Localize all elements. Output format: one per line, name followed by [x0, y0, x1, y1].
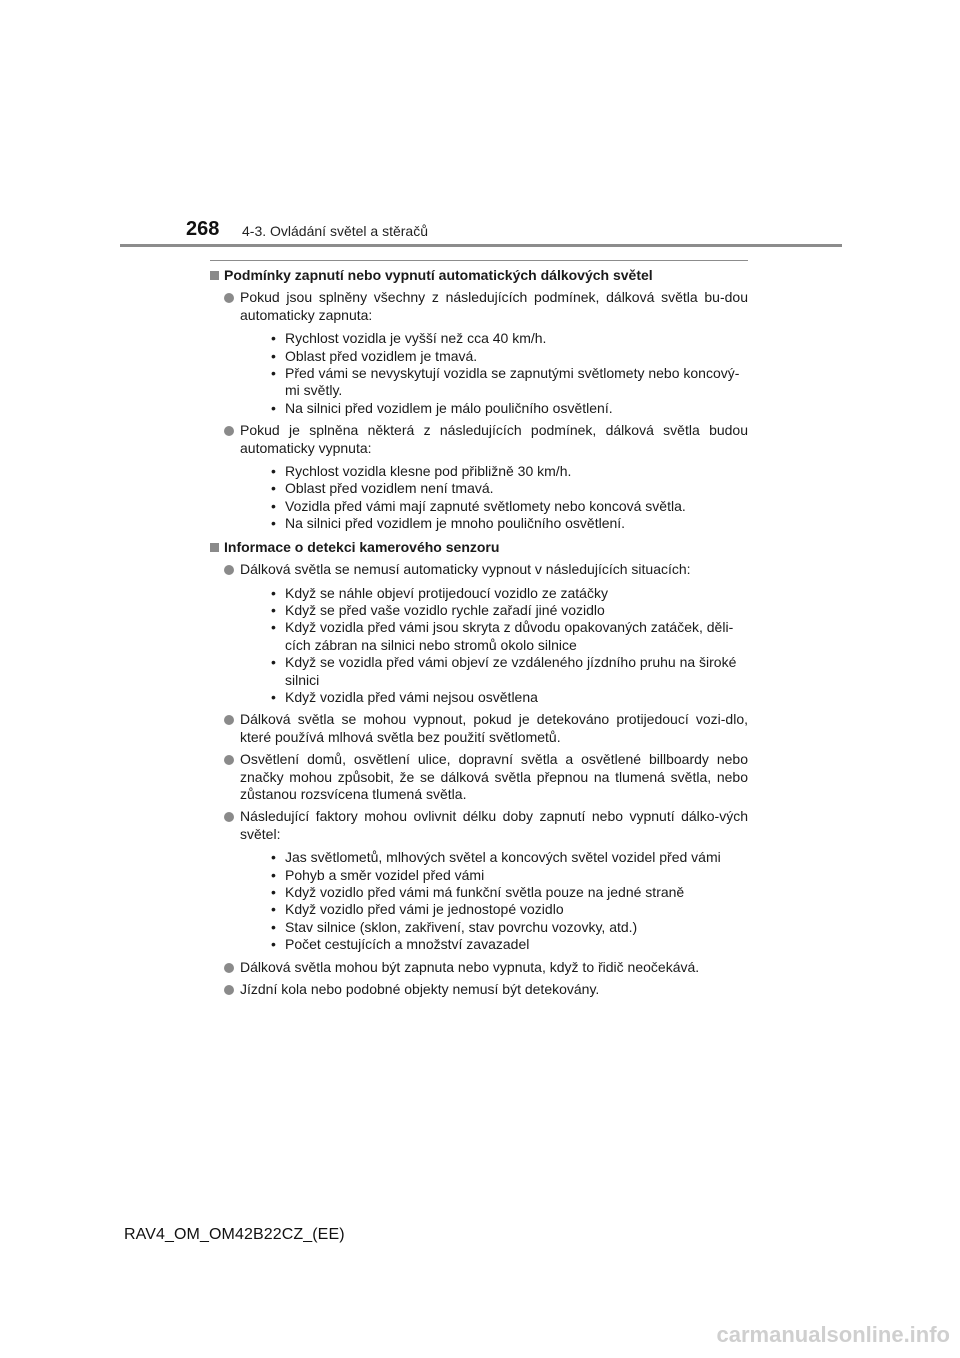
- sub-list-item-text: Na silnici před vozidlem je málo pouličního osvětlení.: [285, 399, 613, 416]
- dot-bullet-icon: •: [271, 584, 276, 601]
- sub-list-item: [240, 901, 748, 918]
- dot-bullet-icon: •: [271, 619, 276, 636]
- sub-list-item-text: Když vozidlo před vámi má funkční světla pouze na jedné straně: [285, 884, 685, 900]
- sub-list-item-text: Stav silnice (sklon, zakřivení, stav povrchu vozovky, atd.): [285, 918, 638, 935]
- section-heading-text: Podmínky zapnutí nebo vypnutí automatických dálkových světel: [224, 267, 653, 283]
- watermark: carmanualsonline.info: [716, 1322, 950, 1347]
- sub-list-item: [240, 330, 748, 347]
- sub-list-item: [240, 602, 748, 619]
- sub-list-item: [240, 480, 748, 497]
- list-item: [210, 959, 748, 976]
- sub-list-item-text: Když se vozidla před vámi objeví ze vzdáleného jízdního pruhu na široké silnici: [285, 654, 737, 688]
- sub-list-item-text: Když vozidla před vámi jsou skryta z důvodu opakovaných zatáček, děli-cích zábran na silnici nebo stromů okolo silnice: [285, 619, 734, 653]
- page-number: 268: [186, 218, 220, 240]
- section-heading: [210, 539, 748, 556]
- list-item-text: Dálková světla se mohou vypnout, pokud je detekováno protijedoucí vozi-dlo, které používá mlhová světla bez použití světlometů.: [240, 711, 748, 745]
- sub-list-item-text: Na silnici před vozidlem je mnoho pouličního osvětlení.: [285, 515, 626, 532]
- dot-bullet-icon: •: [271, 918, 276, 935]
- sub-list-item-text: Pohyb a směr vozidel před vámi: [285, 866, 485, 883]
- list-item-text: Jízdní kola nebo podobné objekty nemusí být detekovány.: [240, 981, 600, 998]
- dot-bullet-icon: •: [271, 515, 276, 532]
- list-item: [210, 561, 748, 706]
- sub-list-item: [240, 585, 748, 602]
- sub-list-item: [240, 348, 748, 365]
- list-item: [210, 422, 748, 532]
- dot-bullet-icon: •: [271, 936, 276, 953]
- sub-list-item-text: Když vozidla před vámi nejsou osvětlena: [285, 688, 538, 705]
- document-code: RAV4_OM_OM42B22CZ_(EE): [124, 1226, 345, 1243]
- sub-list-item: [240, 365, 748, 400]
- sub-list-item-text: Když vozidlo před vámi je jednostopé vozidlo: [285, 901, 564, 918]
- circle-bullet-icon: [224, 963, 234, 973]
- sub-list: [240, 849, 748, 953]
- list-item-text: Dálková světla se nemusí automaticky vypnout v následujících situacích:: [240, 561, 691, 578]
- sub-list-item-text: Před vámi se nevyskytují vozidla se zapnutými světlomety nebo koncový-mi světly.: [285, 365, 740, 399]
- sub-list-item: [240, 619, 748, 654]
- circle-bullet-icon: [224, 715, 234, 725]
- dot-bullet-icon: •: [271, 654, 276, 671]
- section-heading-text: Informace o detekci kamerového senzoru: [224, 538, 500, 555]
- sub-list: [240, 463, 748, 533]
- sub-list-item: [240, 515, 748, 532]
- list-item-text: Pokud je splněna některá z následujících podmínek, dálková světla budou automaticky vypnuta:: [240, 422, 748, 456]
- sub-list: [240, 585, 748, 707]
- dot-bullet-icon: •: [271, 901, 276, 918]
- page-content: [210, 267, 748, 998]
- circle-bullet-icon: [224, 812, 234, 822]
- list-item-text: Následující faktory mohou ovlivnit délku doby zapnutí nebo vypnutí dálko-vých světel:: [240, 808, 748, 842]
- dot-bullet-icon: •: [271, 688, 276, 705]
- dot-bullet-icon: •: [271, 365, 276, 382]
- dot-bullet-icon: •: [271, 330, 276, 347]
- sub-list-item-text: Rychlost vozidla je vyšší než cca 40 km/h.: [285, 330, 547, 347]
- dot-bullet-icon: •: [271, 866, 276, 883]
- dot-bullet-icon: •: [271, 884, 276, 900]
- section-heading: [210, 267, 748, 284]
- dot-bullet-icon: •: [271, 463, 276, 480]
- dot-bullet-icon: •: [271, 347, 276, 364]
- circle-bullet-icon: [224, 755, 234, 765]
- dot-bullet-icon: •: [271, 399, 276, 416]
- circle-bullet-icon: [224, 565, 234, 575]
- list-item: [210, 751, 748, 803]
- sub-list-item-text: Počet cestujících a množství zavazadel: [285, 936, 530, 953]
- sub-list: [240, 330, 748, 417]
- sub-list-item-text: Vozidla před vámi mají zapnuté světlomety nebo koncová světla.: [285, 497, 686, 514]
- sub-list-item: [240, 884, 748, 901]
- list-item-text: Pokud jsou splněny všechny z následujících podmínek, dálková světla bu-dou automaticky zapnuta:: [240, 289, 748, 323]
- sub-list-item: [240, 936, 748, 953]
- circle-bullet-icon: [224, 426, 234, 436]
- dot-bullet-icon: •: [271, 849, 276, 866]
- sub-list-item: [240, 849, 748, 866]
- list-item: [210, 808, 748, 953]
- header-divider: [120, 244, 842, 247]
- section-title: 4-3. Ovládání světel a stěračů: [242, 223, 428, 239]
- sub-list-item-text: Oblast před vozidlem je tmavá.: [285, 347, 478, 364]
- sub-list-item: [240, 689, 748, 706]
- sub-list-item: [240, 654, 748, 689]
- sub-list-item: [240, 400, 748, 417]
- sub-list-item-text: Jas světlometů, mlhových světel a koncových světel vozidel před vámi: [285, 849, 721, 866]
- content-divider: [210, 260, 748, 261]
- list-item: [210, 289, 748, 417]
- dot-bullet-icon: •: [271, 601, 276, 618]
- sub-list-item: [240, 463, 748, 480]
- sub-list-item: [240, 919, 748, 936]
- list-item: [210, 981, 748, 998]
- circle-bullet-icon: [224, 985, 234, 995]
- list-item-text: Dálková světla mohou být zapnuta nebo vypnuta, když to řidič neočekává.: [240, 958, 700, 975]
- list-item-text: Osvětlení domů, osvětlení ulice, dopravní světla a osvětlené billboardy nebo značky mohou způsobit, že se dálková světla přepnou na tlumená světla, nebo zůstanou rozsvícena tlumená světla.: [240, 751, 748, 802]
- circle-bullet-icon: [224, 293, 234, 303]
- sub-list-item-text: Rychlost vozidla klesne pod přibližně 30 km/h.: [285, 463, 572, 480]
- sub-list-item-text: Když se náhle objeví protijedoucí vozidlo ze zatáčky: [285, 584, 608, 601]
- sub-list-item-text: Když se před vaše vozidlo rychle zařadí jiné vozidlo: [285, 601, 605, 618]
- sub-list-item-text: Oblast před vozidlem není tmavá.: [285, 480, 494, 497]
- list-item: [210, 711, 748, 746]
- dot-bullet-icon: •: [271, 497, 276, 514]
- square-bullet-icon: [210, 271, 219, 280]
- sub-list-item: [240, 867, 748, 884]
- dot-bullet-icon: •: [271, 480, 276, 497]
- square-bullet-icon: [210, 543, 219, 552]
- sub-list-item: [240, 498, 748, 515]
